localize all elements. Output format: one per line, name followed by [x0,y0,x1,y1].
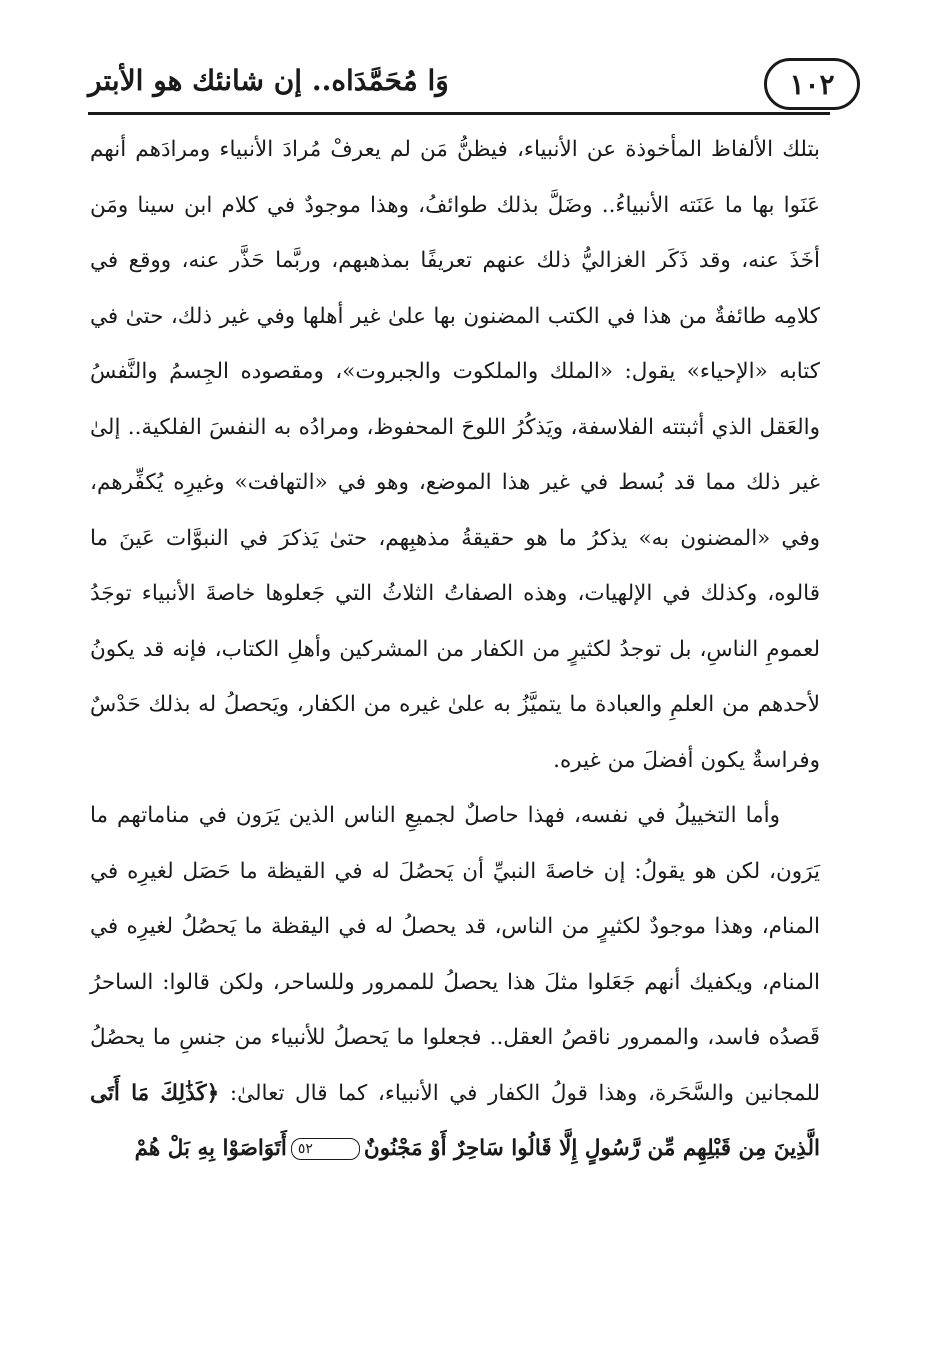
header-divider [88,112,830,115]
page-header [88,46,860,124]
quran-verse-part-2: أَتَوَاصَوْا بِهِ بَلْ هُمْ [134,1136,287,1161]
quran-open-bracket: ﴿ [206,1080,220,1106]
page-body [90,122,820,1177]
quran-verse-part-1: كَذَٰلِكَ مَا أَتَى الَّذِينَ مِن قَبْلِهِم مِّن رَّسُولٍ إِلَّا قَالُوا سَاحِرٌ أَوْ مَجْنُونٌ [90,1080,820,1161]
page-number: ١٠٢ [764,58,860,110]
paragraph-1: بتلك الألفاظ المأخوذة عن الأنبياء، فيظنُّ مَن لم يعرفْ مُرادَ الأنبياء ومرادَهم أنهم عَنَوا بها ما عَنَته الأنبياءُ.. وضَلَّ بذلك طوائفُ، وهذا موجودٌ في كلام ابن سينا ومَن أخَذَ عنه، وقد ذَكَر الغزاليُّ ذلك عنهم تعريفًا بمذهبهم، وربَّما حَذَّر عنه، ووقع في كلامِه طائفةٌ من هذا في الكتب المضنون بها علىٰ غير أهلها وفي غير ذلك، حتىٰ في كتابه «الإحياء» يقول: «الملك والملكوت والجبروت»، ومقصوده الجِسمُ والنَّفسُ والعَقل الذي أثبتته الفلاسفة، ويَذكُرُ اللوحَ المحفوظ، ومرادُه به النفسَ الفلكية.. إلىٰ غير ذلك مما قد بُسط في غير هذا الموضع، وهو في «التهافت» وغيرِه يُكفِّرهم، وفي «المضنون به» يذكرُ ما هو حقيقةُ مذهبِهم، حتىٰ يَذكرَ في النبوَّات عَينَ ما قالوه، وكذلك في الإلهيات، وهذه الصفاتُ الثلاثُ التي جَعلوها خاصةَ الأنبياء توجَدُ لعمومِ الناسِ، بل توجدُ لكثيرٍ من الكفار من المشركين وأهلِ الكتاب، فإنه قد يكونُ لأحدهم من العلمِ والعبادة ما يتميَّزُ به علىٰ غيره من الكفار، ويَحصلُ له بذلك حَدْسٌ وفراسةٌ يكون أفضلَ من غيره. [90,137,820,773]
running-title: وَا مُحَمَّدَاه.. إن شانئك هو الأبتر [88,64,449,97]
ayah-number-marker: ٥٢ [291,1138,360,1160]
paragraph-2 [90,788,820,1177]
paragraph-2-text: وأما التخييلُ في نفسه، فهذا حاصلٌ لجميعِ الناس الذين يَرَون في مناماتهم ما يَرَون، لكن هو يقولُ: إن خاصةَ النبيِّ أن يَحصُلَ له في القيظة ما حَصَل لغيرِه في المنام، وهذا موجودٌ لكثيرٍ من الناس، قد يحصلُ له في اليقظة ما يَحصُلُ لغيرِه في المنام، ويكفيك أنهم جَعَلوا مثلَ هذا يحصلُ للممرور وللساحر، ولكن قالوا: الساحرُ قَصدُه فاسد، والممرور ناقصُ العقل.. فجعلوا ما يَحصلُ للأنبياء من جنسِ ما يحصُلُ للمجانين والسَّحَرة، وهذا قولُ الكفار في الأنبياء، كما قال تعالىٰ: [90,803,820,1106]
